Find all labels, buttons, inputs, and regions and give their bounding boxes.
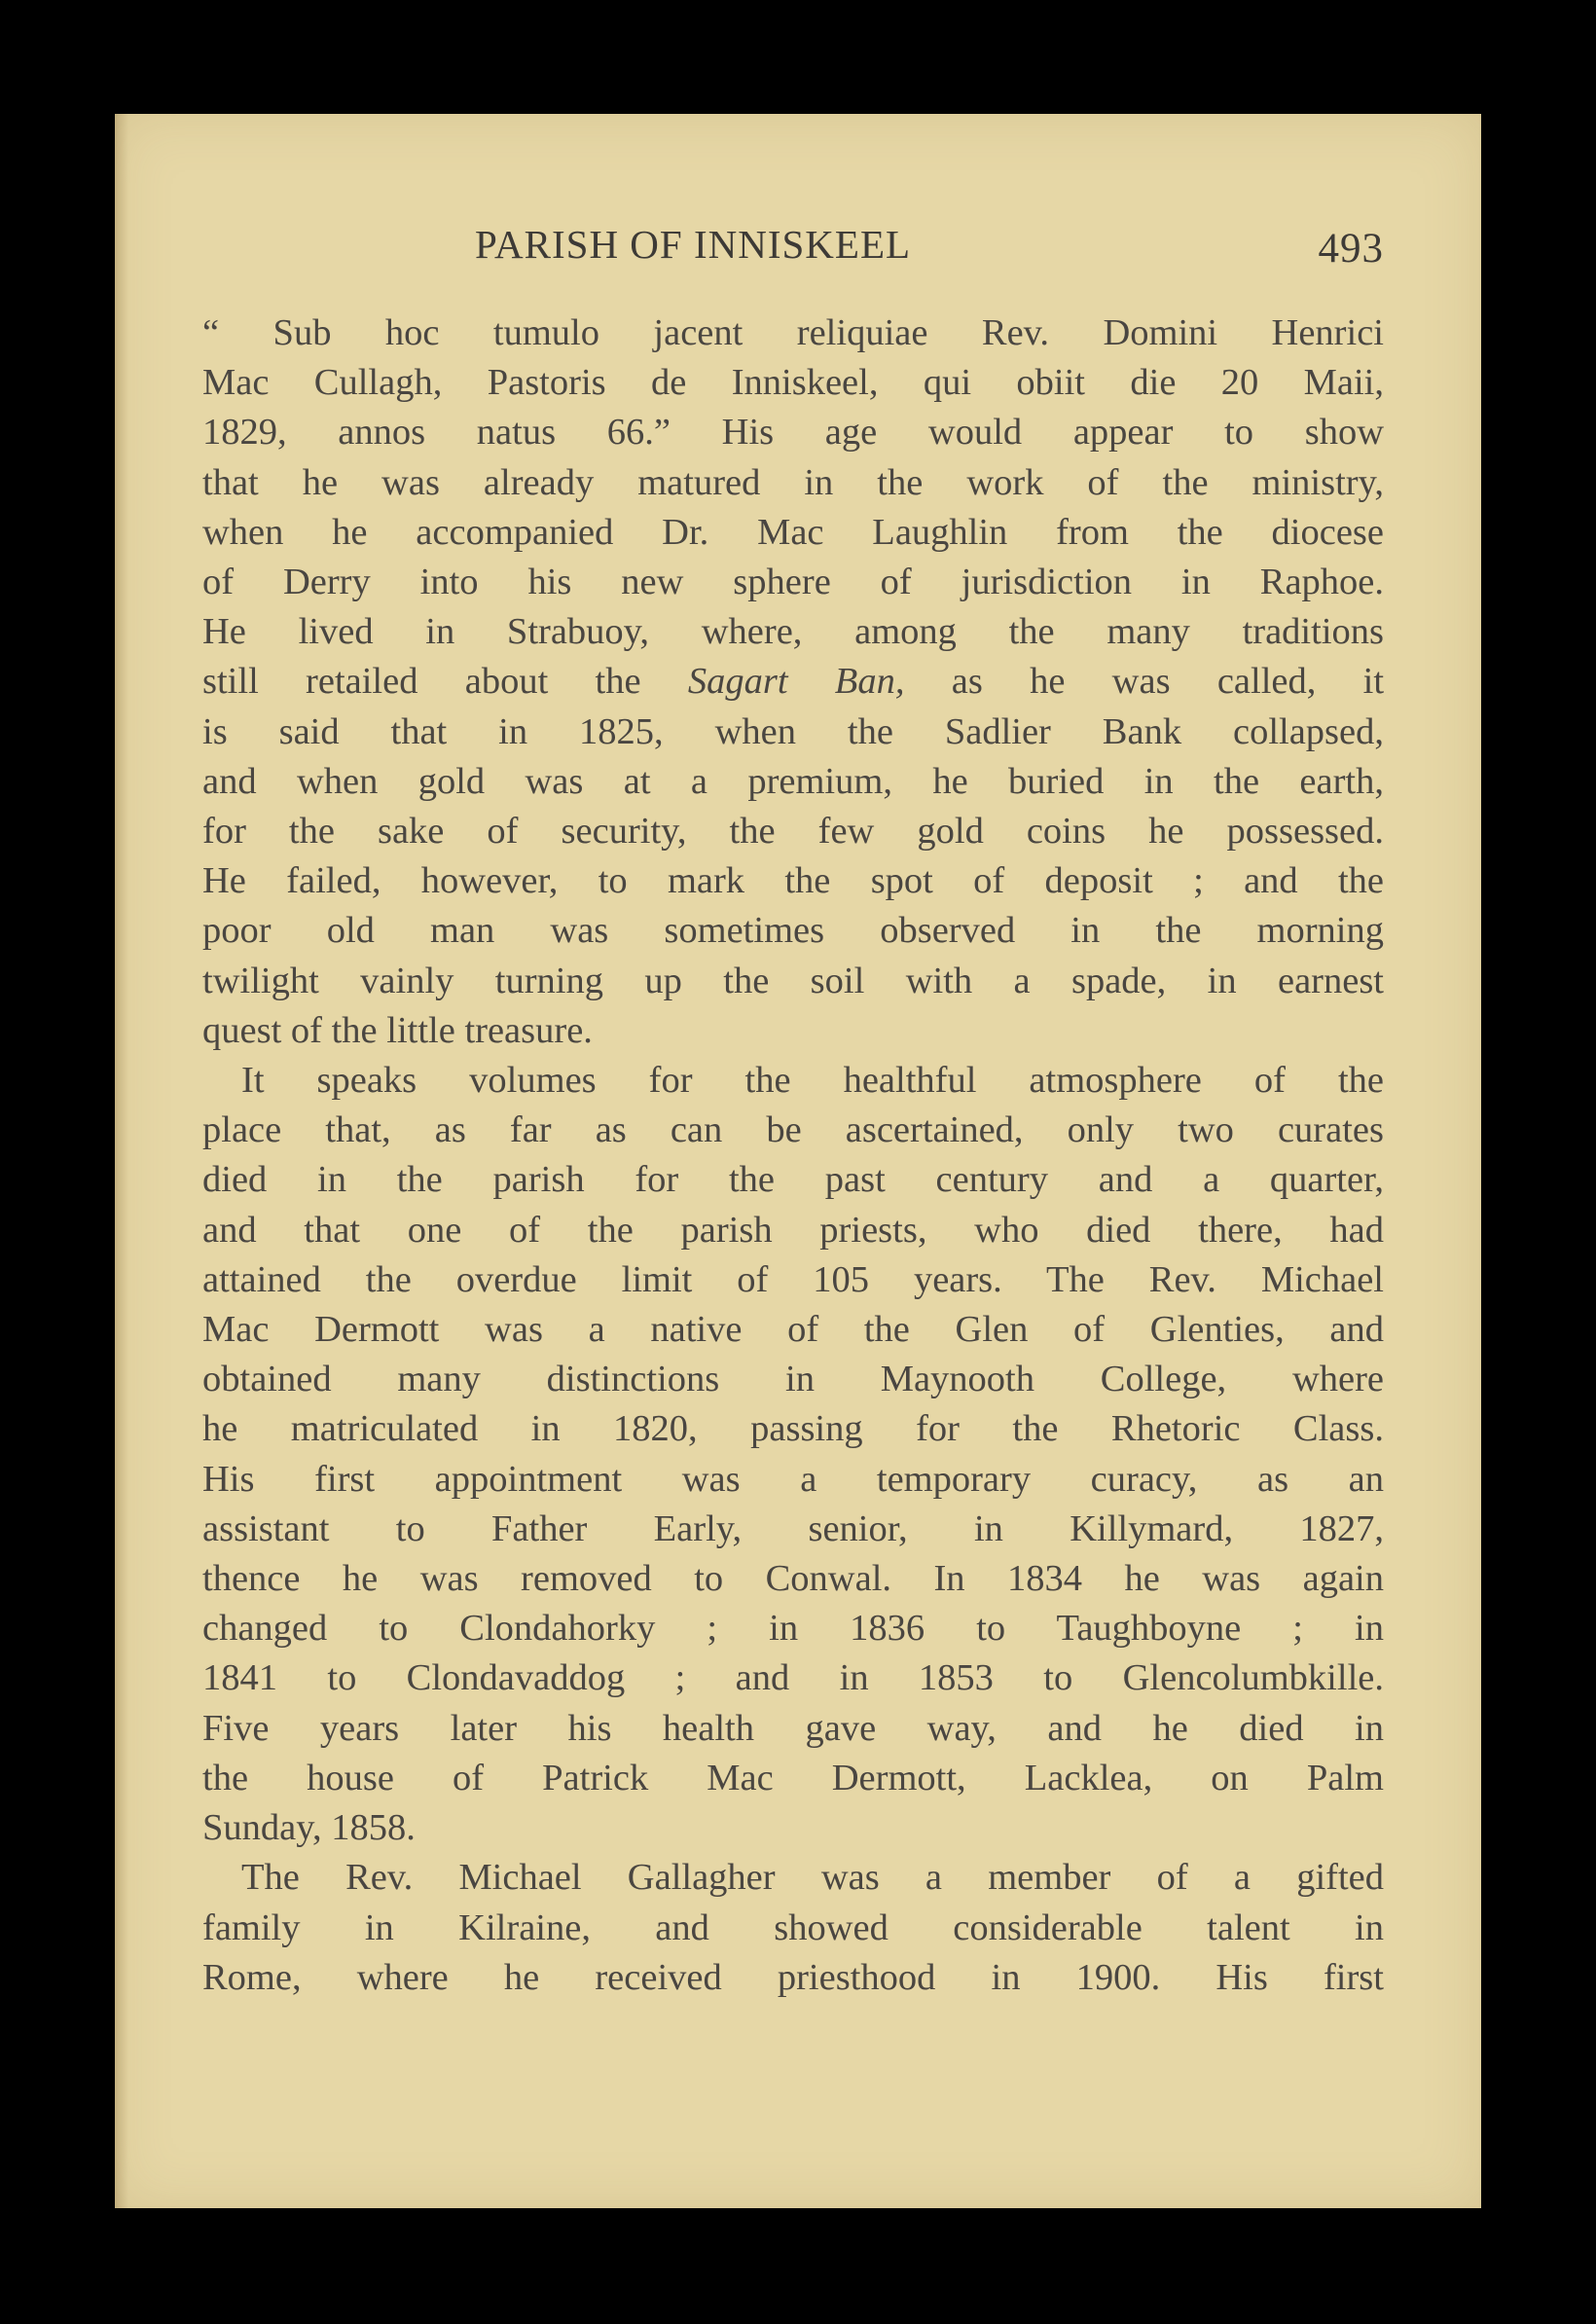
text-line: and that one of the parish priests, who died there, had: [202, 1209, 1384, 1251]
text-line-with-italic: [202, 657, 1384, 707]
text-line: obtained many distinctions in Maynooth College, where: [202, 1359, 1384, 1400]
text-line: Sunday, 1858.: [202, 1807, 416, 1849]
text-line: he matriculated in 1820, passing for the Rhetoric Class.: [202, 1408, 1384, 1450]
text-line: changed to Clondahorky ; in 1836 to Taughboyne ; in: [202, 1608, 1384, 1650]
text-line: 1829, annos natus 66.” His age would appear to show: [202, 412, 1384, 454]
text-line: He failed, however, to mark the spot of deposit ; and the: [202, 860, 1384, 902]
text-segment: as he was called, it: [951, 661, 1385, 703]
text-line: when he accompanied Dr. Mac Laughlin from the diocese: [202, 511, 1384, 553]
text-line: that he was already matured in the work of the ministry,: [202, 461, 1384, 503]
text-line: the house of Patrick Mac Dermott, Lacklea, on Palm: [202, 1757, 1384, 1798]
text-line: assistant to Father Early, senior, in Killymard, 1827,: [202, 1507, 1384, 1549]
text-line: died in the parish for the past century and a quarter,: [202, 1159, 1384, 1201]
book-page: [115, 114, 1481, 2208]
text-line: His first appointment was a temporary curacy, as an: [202, 1458, 1384, 1500]
text-line: poor old man was sometimes observed in the morning: [202, 910, 1384, 952]
text-line: family in Kilraine, and showed considerable talent in: [202, 1906, 1384, 1948]
text-line: twilight vainly turning up the soil with a spade, in earnest: [202, 960, 1384, 1001]
page-number: 493: [1318, 226, 1384, 272]
text-line: place that, as far as can be ascertained, only two curates: [202, 1109, 1384, 1151]
running-title: PARISH OF INNISKEEL: [475, 222, 912, 267]
text-line: The Rev. Michael Gallagher was a member of a gifted: [241, 1857, 1384, 1899]
text-line: Mac Dermott was a native of the Glen of Glenties, and: [202, 1309, 1384, 1351]
text-line: It speaks volumes for the healthful atmosphere of the: [241, 1060, 1384, 1102]
text-line: and when gold was at a premium, he buried in the earth,: [202, 760, 1384, 802]
text-line: He lived in Strabuoy, where, among the many traditions: [202, 611, 1384, 653]
text-line: “ Sub hoc tumulo jacent reliquiae Rev. Domini Henrici: [202, 312, 1384, 353]
body-text: [202, 309, 1384, 2003]
italic-phrase: Sagart Ban,: [687, 661, 905, 703]
text-line: thence he was removed to Conwal. In 1834 he was again: [202, 1558, 1384, 1600]
text-line: quest of the little treasure.: [202, 1009, 593, 1051]
text-line: Rome, where he received priesthood in 1900. His first: [202, 1956, 1384, 1998]
text-line: Five years later his health gave way, and he died in: [202, 1707, 1384, 1749]
text-line: for the sake of security, the few gold coins he possessed.: [202, 811, 1384, 853]
text-line: Mac Cullagh, Pastoris de Inniskeel, qui obiit die 20 Maii,: [202, 362, 1384, 404]
text-line: of Derry into his new sphere of jurisdiction in Raphoe.: [202, 562, 1384, 603]
text-segment: still retailed about the: [202, 661, 641, 703]
text-line: attained the overdue limit of 105 years. The Rev. Michael: [202, 1258, 1384, 1300]
text-line: 1841 to Clondavaddog ; and in 1853 to Glencolumbkille.: [202, 1657, 1384, 1699]
page-header: [202, 221, 1384, 279]
text-line: is said that in 1825, when the Sadlier Bank collapsed,: [202, 710, 1384, 752]
